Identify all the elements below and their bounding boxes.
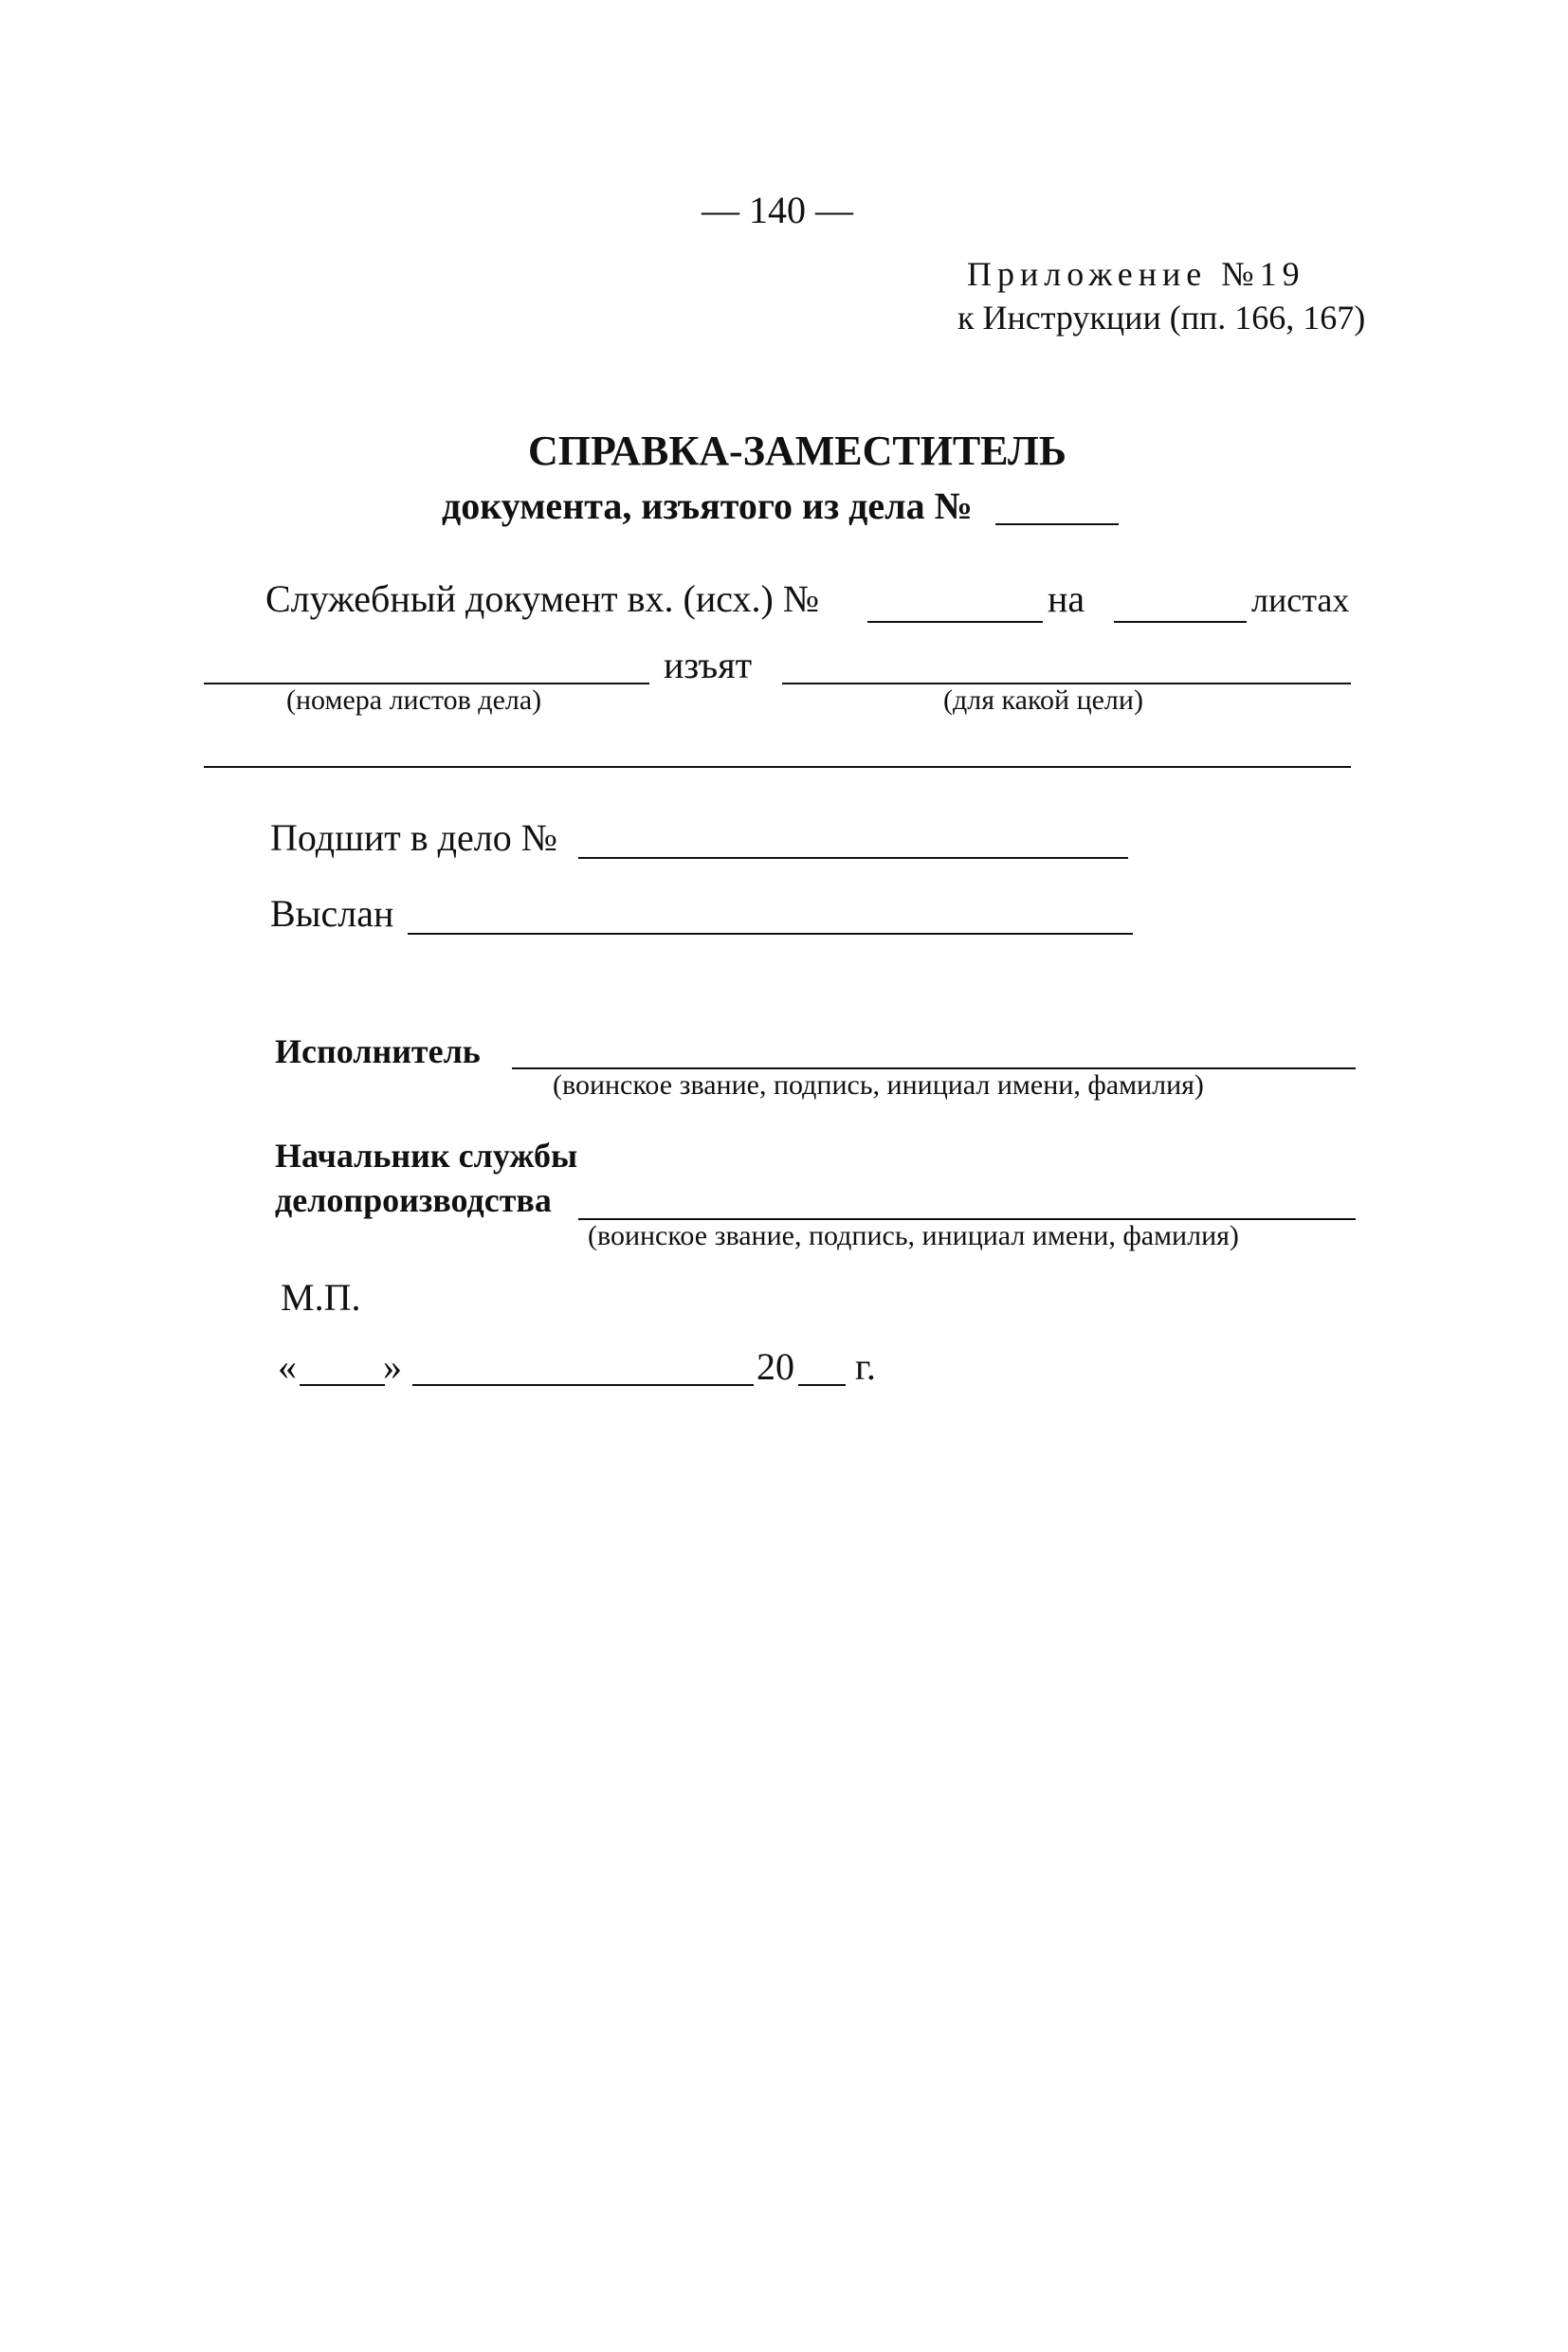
doc-sheets-label: листах [1251,581,1350,619]
doc-number-label: Служебный документ вх. (исх.) № [265,577,819,620]
document-subtitle: документа, изъятого из дела № [442,484,973,527]
executor-label: Исполнитель [275,1032,481,1070]
sheet-count-field[interactable] [1114,621,1247,623]
chief-label-line2: делопроизводства [275,1181,552,1219]
doc-na-label: на [1048,577,1085,620]
sheet-numbers-caption: (номера листов дела) [286,684,542,716]
date-year-field[interactable] [798,1384,846,1386]
document-title: СПРАВКА-ЗАМЕСТИТЕЛЬ [528,428,1067,474]
stamp-label: М.П. [281,1276,361,1319]
case-number-field[interactable] [995,523,1119,525]
filed-case-field[interactable] [578,857,1128,859]
appendix-label: Приложение №19 [967,255,1305,293]
sent-field[interactable] [408,933,1133,935]
purpose-caption: (для какой цели) [943,684,1143,716]
appendix-reference: к Инструкции (пп. 166, 167) [957,299,1366,337]
page-number: — 140 — [702,189,853,231]
removed-label: изъят [664,644,753,686]
sent-label: Выслан [270,892,394,935]
date-year-suffix: г. [855,1345,876,1388]
executor-caption: (воинское звание, подпись, инициал имени, фамилия) [553,1069,1204,1101]
chief-label-line1: Начальник службы [275,1137,578,1175]
date-year-prefix: 20 [757,1345,794,1388]
filed-in-case-label: Подшит в дело № [270,816,557,859]
purpose-continuation-field[interactable] [204,766,1351,768]
date-month-field[interactable] [412,1384,754,1386]
date-close-quote: » [383,1345,402,1388]
date-day-field[interactable] [300,1384,385,1386]
doc-number-field[interactable] [867,621,1043,623]
chief-caption: (воинское звание, подпись, инициал имени, фамилия) [588,1220,1239,1251]
date-open-quote: « [278,1345,297,1388]
